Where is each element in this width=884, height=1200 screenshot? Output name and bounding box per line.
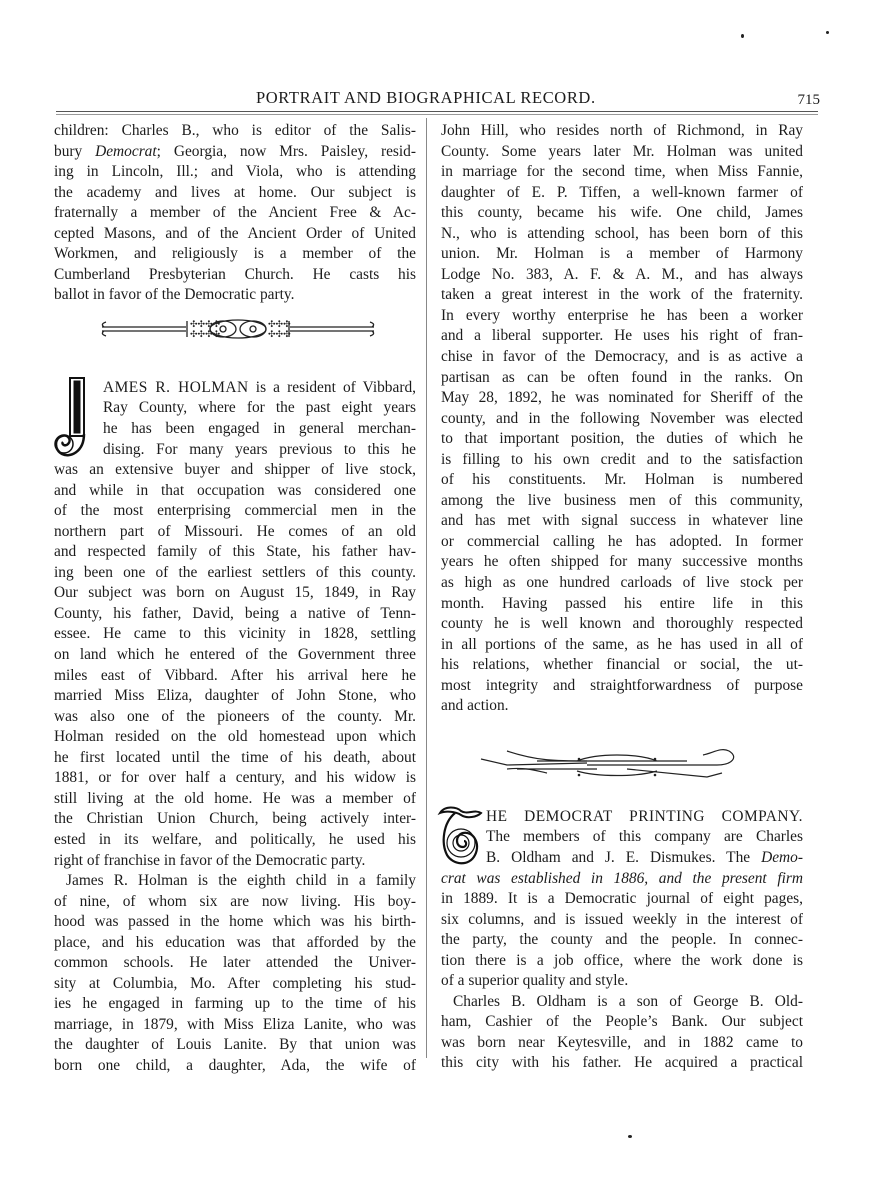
democrat-paragraph-2: [441, 992, 803, 1074]
text-line: [441, 869, 803, 890]
text-line: still living at the old home. He was a member of: [54, 789, 416, 807]
ornamental-flourish-icon: [477, 747, 747, 787]
text-line: right of franchise in favor of the Democratic party.: [54, 851, 366, 869]
text-line: in marriage for the second time, when Miss Fannie,: [441, 163, 803, 181]
text-line: of his constituents. Mr. Holman is numbered: [441, 471, 803, 489]
scan-speck: [826, 31, 829, 34]
text-line: [441, 848, 803, 869]
text-line: he has been engaged in general merchan-: [103, 420, 416, 438]
text-line: six columns, and is issued weekly in the interest of: [441, 910, 803, 928]
text-line: as high as one hundred carloads of live stock per: [441, 574, 803, 592]
text-line: county, and in the following November was elected: [441, 409, 803, 427]
text-line: In every worthy enterprise he has been a worker: [441, 306, 803, 324]
svg-text:✣✣✣: ✣✣✣: [268, 319, 291, 330]
text-line: most integrity and straightforwardness of purpose: [441, 676, 803, 694]
text-line: ing been one of the earliest settlers of this county.: [54, 563, 416, 581]
text-line: N., who is attending school, has been born of this: [441, 224, 803, 242]
header-rule-thin: [56, 114, 818, 115]
text-line: [54, 142, 416, 163]
text-line: ballot in favor of the Democratic party.: [54, 286, 295, 304]
text-line: [54, 378, 416, 399]
left-column: [54, 121, 416, 1077]
text-line: in all portions of the same, as he has used in all of: [441, 635, 803, 653]
text-line: Holman resided on the old homestead upon which: [54, 728, 416, 746]
scan-speck: [628, 1135, 632, 1138]
text-line: marriage, in 1879, with Miss Eliza Lanite, who was: [54, 1015, 416, 1033]
text-line: was an extensive buyer and shipper of live stock,: [54, 461, 416, 479]
text-line: and while in that occupation was considered one: [54, 481, 416, 499]
column-divider: [426, 118, 427, 1058]
text-line: his relations, whether financial or social, the ut-: [441, 656, 803, 674]
text-run: bury: [54, 142, 96, 160]
article-lead-caps: HE DEMOCRAT PRINTING COMPANY.: [486, 807, 803, 825]
text-line: ham, Cashier of the People’s Bank. Our subject: [441, 1013, 803, 1031]
text-line: among the live business men of this community,: [441, 491, 803, 509]
text-line: Charles B. Oldham is a son of George B. Old-: [453, 992, 803, 1010]
democrat-paragraph-1: [441, 807, 803, 992]
text-line: 1881, or for over half a century, and his widow is: [54, 769, 416, 787]
article-heading: [441, 807, 803, 828]
text-line: on land which he entered of the Government three: [54, 646, 416, 664]
text-line: sity at Columbia, Mo. After completing his stud-: [54, 974, 416, 992]
text-line: years he often shipped for many successive months: [441, 553, 803, 571]
text-line: the Christian Union Church, being actively inter-: [54, 810, 416, 828]
text-line: John Hill, who resides north of Richmond, in Ray: [441, 122, 803, 139]
decorative-initial-t-icon: [437, 805, 483, 869]
text-line: ested in its welfare, and politically, he used his: [54, 830, 416, 848]
italic-title: was established in 1886, and the present firm: [465, 869, 803, 887]
text-line: of nine, of whom six are now living. His boy-: [54, 892, 416, 910]
text-line: he first located until the time of his death, about: [54, 748, 416, 766]
page-number: 715: [797, 92, 820, 108]
text-line: County, his father, David, being a native of Tenn-: [54, 604, 416, 622]
text-line: or commercial calling he has adopted. In former: [441, 532, 803, 550]
text-line: The members of this company are Charles: [486, 828, 803, 846]
text-line: fraternally a member of the Ancient Free & Ac-: [54, 204, 416, 222]
text-line: miles east of Vibbard. After his arrival here he: [54, 666, 416, 684]
scan-speck: [741, 34, 744, 38]
text-line: tion there is a job office, where the work done is: [441, 951, 803, 969]
text-line: was born near Keytesville, and in 1882 came to: [441, 1033, 803, 1051]
text-line: dising. For many years previous to this he: [103, 440, 416, 458]
text-line: the party, the county and the people. In connec-: [441, 931, 803, 949]
holman-article: [54, 378, 416, 1077]
text-line: cepted Masons, and of the Ancient Order of United: [54, 224, 416, 242]
text-run: ; Georgia, now Mrs. Paisley, resid-: [156, 142, 416, 160]
text-line: union. Mr. Holman is a member of Harmony: [441, 245, 803, 263]
text-line: married Miss Eliza, daughter of John Stone, who: [54, 687, 416, 705]
text-line: daughter of E. P. Tiffen, a well-known farmer of: [441, 183, 803, 201]
text-line: born one child, a daughter, Ada, the wife of: [54, 1056, 416, 1074]
text-line: this county, became his wife. One child, James: [441, 204, 803, 222]
article-lead-caps: AMES R. HOLMAN: [103, 378, 249, 396]
text-line: County. Some years later Mr. Holman was united: [441, 142, 803, 160]
democrat-article: [441, 807, 803, 1074]
text-line: Our subject was born on August 15, 1849, in Ray: [54, 584, 416, 602]
text-line: Cumberland Presbyterian Church. He casts his: [54, 265, 416, 283]
text-line: is filling to his own credit and to the satisfaction: [441, 450, 803, 468]
text-run: is a resident of Vibbard,: [248, 378, 416, 396]
text-line: and action.: [441, 697, 509, 715]
text-line: James R. Holman is the eighth child in a family: [66, 872, 416, 890]
text-line: and has met with signal success in whatever line: [441, 512, 803, 530]
text-line: and a liberal supporter. He uses his right of fran-: [441, 327, 803, 345]
holman-continued: [441, 121, 803, 717]
text-line: the academy and lives at home. Our subject is: [54, 183, 416, 201]
text-line: the daughter of Louis Lanite. By that union was: [54, 1036, 416, 1054]
svg-text:✣✣✣✣: ✣✣✣✣: [190, 319, 221, 330]
svg-text:✣✣✣✣: ✣✣✣✣: [190, 329, 221, 340]
text-line: common schools. He later attended the Univer-: [54, 954, 416, 972]
italic-title: Democrat: [95, 142, 157, 160]
ornamental-rule-icon: [98, 318, 378, 340]
text-line: chise in favor of the Democracy, and is as active a: [441, 348, 803, 366]
text-line: ing in Lincoln, Ill.; and Viola, who is attending: [54, 163, 416, 181]
text-line: May 28, 1892, he was nominated for Sheriff of the: [441, 389, 803, 407]
decorative-initial-j-icon: [52, 376, 96, 460]
running-title: PORTRAIT AND BIOGRAPHICAL RECORD.: [256, 88, 596, 107]
ornament-divider: [54, 306, 416, 343]
right-column: [441, 121, 803, 1074]
text-line: Lodge No. 383, A. F. & A. M., and has always: [441, 265, 803, 283]
text-line: hood was passed in the home which was his birth-: [54, 913, 416, 931]
text-line: of a superior quality and style.: [441, 972, 629, 990]
text-line: Workmen, and religiously is a member of the: [54, 245, 416, 263]
text-line: children: Charles B., who is editor of the Salis-: [54, 122, 416, 139]
text-line: this city with his father. He acquired a practical: [441, 1054, 803, 1072]
text-run: B. Oldham and J. E. Dismukes. The: [486, 848, 762, 866]
text-line: Ray County, where for the past eight years: [103, 399, 416, 417]
text-line: ies he engaged in farming up to the time of his: [54, 995, 416, 1013]
header-rule: [56, 111, 818, 112]
text-line: and respected family of this State, his father hav-: [54, 543, 416, 561]
running-header: [60, 88, 820, 110]
text-line: taken a great interest in the work of the fraternity.: [441, 286, 803, 304]
text-line: place, and his education was that afforded by the: [54, 933, 416, 951]
text-line: of the most enterprising commercial men in the: [54, 502, 416, 520]
text-line: essee. He came to this vicinity in 1828, settling: [54, 625, 416, 643]
text-line: northern part of Missouri. He comes of an old: [54, 522, 416, 540]
holman-paragraph-1: [54, 378, 416, 871]
holman-paragraph-2: [54, 871, 416, 1076]
continued-paragraph: [54, 121, 416, 306]
text-line: county he is well known and thoroughly respected: [441, 615, 803, 633]
italic-title: Demo-: [761, 848, 803, 866]
text-line: to that important position, the duties of which he: [441, 430, 803, 448]
text-line: month. Having passed his entire life in this: [441, 594, 803, 612]
text-line: in 1889. It is a Democratic journal of eight pages,: [441, 890, 803, 908]
italic-title: crat: [441, 869, 466, 887]
text-line: was also one of the pioneers of the county. Mr.: [54, 707, 416, 725]
text-line: partisan as can be often found in the ranks. On: [441, 368, 803, 386]
svg-text:✣✣✣: ✣✣✣: [268, 329, 291, 340]
ornament-divider-2: [441, 717, 803, 807]
